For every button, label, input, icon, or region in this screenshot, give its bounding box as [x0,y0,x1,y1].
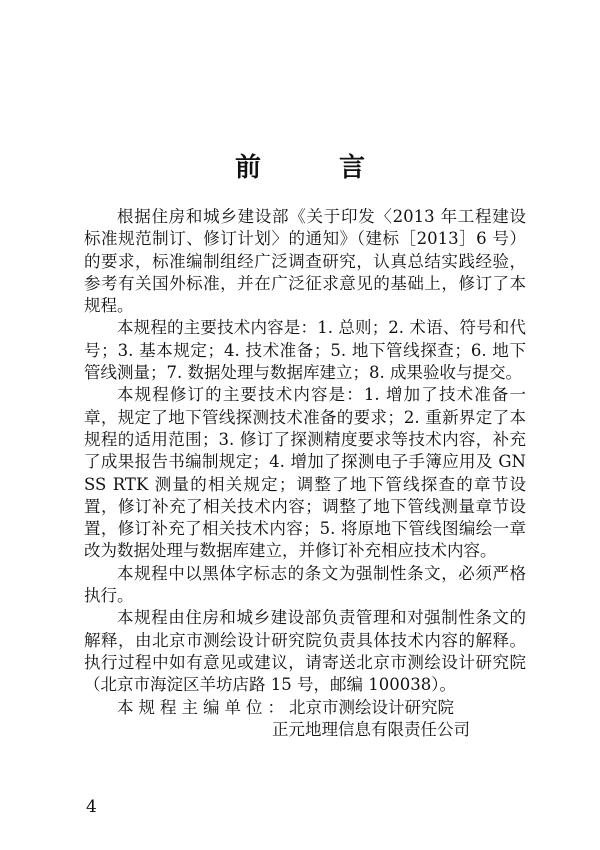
preface-paragraph-3: 本规程修订的主要技术内容是：1. 增加了技术准备一章，规定了地下管线探测技术准备的要求；2. 重新界定了本规程的适用范围；3. 修订了探测精度要求等技术内容，补充了成果报告书编制规定；4. 增加了探测电子手簿应用及 GNSS RTK 测量的相关规定；调整了地下管线探查的章节设置，修订补充了相关技术内容；调整了地下管线测量章节设置，修订补充了相关技术内容；5. 将原地下管线图编绘一章改为数据处理与数据库建立，并修订补充相应技术内容。 [84,385,526,561]
preface-paragraph-1: 根据住房和城乡建设部《关于印发〈2013 年工程建设标准规范制订、修订计划〉的通知》（建标［2013］6 号）的要求，标准编制组经广泛调查研究，认真总结实践经验，参考有关国外标准，并在广泛征求意见的基础上，修订了本规程。 [84,207,526,316]
chief-editor-row [84,697,526,719]
preface-paragraph-2: 本规程的主要技术内容是：1. 总则；2. 术语、符号和代号；3. 基本规定；4. 技术准备；5. 地下管线探查；6. 地下管线测量；7. 数据处理与数据库建立；8. 成果验收与提交。 [84,318,526,383]
chief-editor-unit-1: 北京市测绘设计研究院 [289,697,454,717]
chief-editor-label: 本规程主编单位： [117,697,289,717]
chief-editor-unit-2: 正元地理信息有限责任公司 [272,719,470,739]
preface-paragraph-5: 本规程由住房和城乡建设部负责管理和对强制性条文的解释，由北京市测绘设计研究院负责具体技术内容的解释。执行过程中如有意见或建议，请寄送北京市测绘设计研究院（北京市海淀区羊坊店路 15 号，邮编 100038）。 [84,608,526,695]
preface-body [84,206,526,741]
preface-paragraph-4: 本规程中以黑体字标志的条文为强制性条文，必须严格执行。 [84,563,526,606]
page-number: 4 [86,797,97,817]
chief-editor-row-2 [84,719,526,741]
page-title: 前 言 [234,153,391,183]
